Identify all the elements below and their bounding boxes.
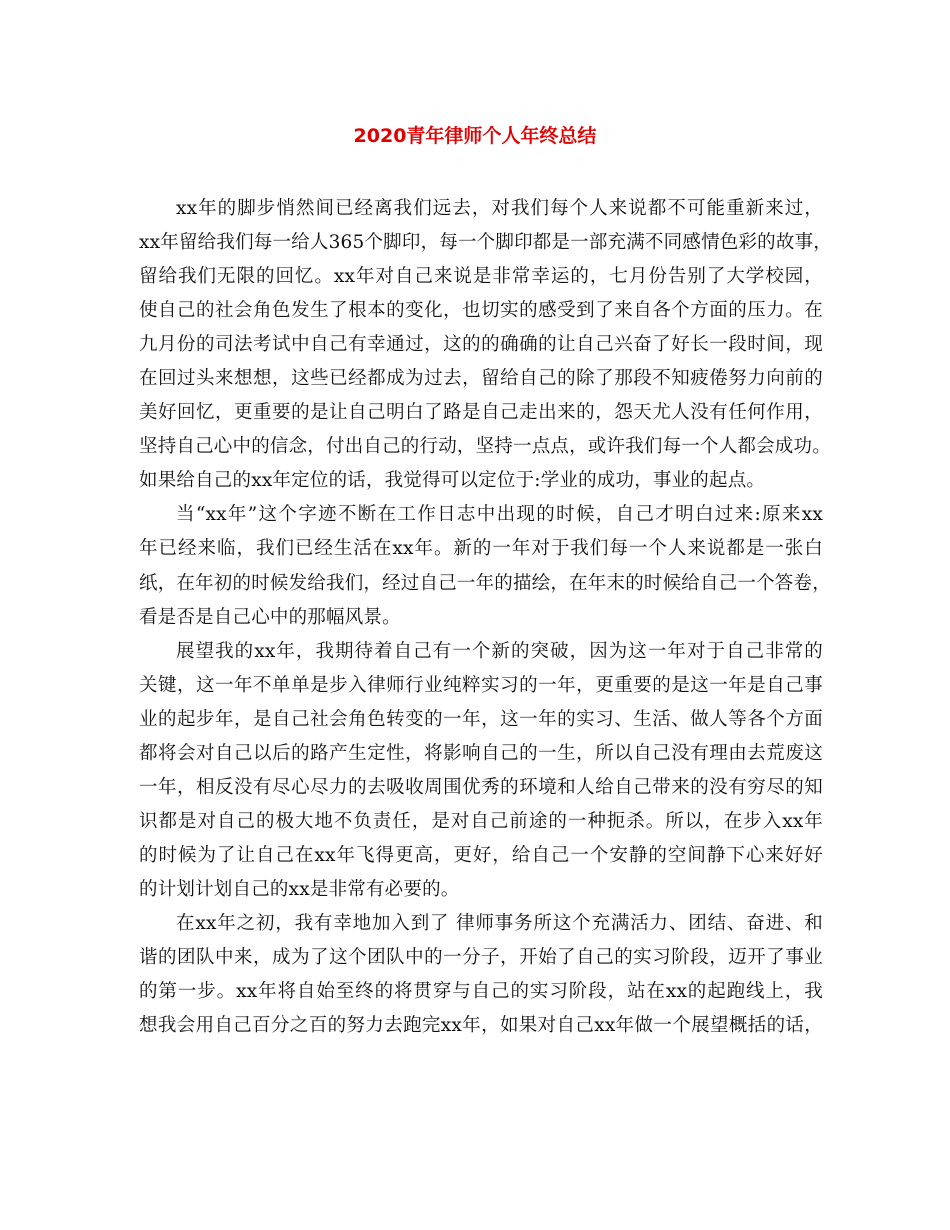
text-line: 关键，这一年不单单是步入律师行业纯粹实习的一年，更重要的是这一年是自己事 xyxy=(139,674,823,696)
document-body xyxy=(139,192,832,1043)
text-line: 坚持自己心中的信念，付出自己的行动，坚持一点点，或许我们每一个人都会成功。 xyxy=(139,436,831,458)
text-line: 谐的团队中来，成为了这个团队中的一分子，开始了自己的实习阶段，迈开了事业 xyxy=(139,947,823,969)
text-line: 如果给自己的xx年定位的话，我觉得可以定位于:学业的成功，事业的起点。 xyxy=(139,470,766,492)
text-line: 的计划计划自己的xx是非常有必要的。 xyxy=(139,878,460,900)
text-line: 使自己的社会角色发生了根本的变化，也切实的感受到了来自各个方面的压力。在 xyxy=(139,300,823,322)
text-line: 年已经来临，我们已经生活在xx年。新的一年对于我们每一个人来说都是一张白 xyxy=(139,538,823,560)
text-line: 的第一步。xx年将自始至终的将贯穿与自己的实习阶段，站在xx的起跑线上，我 xyxy=(139,981,823,1003)
text-line: 的时候为了让自己在xx年飞得更高，更好，给自己一个安静的空间静下心来好好 xyxy=(139,844,823,866)
text-line: xx年的脚步悄然间已经离我们远去，对我们每个人来说都不可能重新来过， xyxy=(176,198,823,219)
text-line: 一年，相反没有尽心尽力的去吸收周围优秀的环境和人给自己带来的没有穷尽的知 xyxy=(139,776,823,798)
document-title: 2020青年律师个人年终总结 xyxy=(353,125,597,147)
text-line: 当“xx年”这个字迹不断在工作日志中出现的时候，自己才明白过来:原来xx xyxy=(176,504,823,526)
text-line: 看是否是自己心中的那幅风景。 xyxy=(139,606,401,628)
text-line: 九月份的司法考试中自己有幸通过，这的的确确的让自己兴奋了好长一段时间，现 xyxy=(139,334,823,356)
text-line: 识都是对自己的极大地不负责任，是对自己前途的一种扼杀。所以，在步入xx年 xyxy=(139,810,823,832)
text-line: 美好回忆，更重要的是让自己明白了路是自己走出来的，怨天尤人没有任何作用， xyxy=(139,402,823,424)
text-line: 想我会用自己百分之百的努力去跑完xx年，如果对自己xx年做一个展望概括的话， xyxy=(139,1015,823,1037)
text-line: 在xx年之初，我有幸地加入到了 律师事务所这个充满活力、团结、奋进、和 xyxy=(176,912,823,934)
text-line: 展望我的xx年，我期待着自己有一个新的突破，因为这一年对于自己非常的 xyxy=(176,640,823,662)
text-line: 业的起步年，是自己社会角色转变的一年，这一年的实习、生活、做人等各个方面 xyxy=(139,708,823,730)
text-line: 纸，在年初的时候发给我们，经过自己一年的描绘，在年末的时候给自己一个答卷， xyxy=(139,572,831,594)
text-line: 在回过头来想想，这些已经都成为过去，留给自己的除了那段不知疲倦努力向前的 xyxy=(139,368,823,390)
text-line: 留给我们无限的回忆。xx年对自己来说是非常幸运的，七月份告别了大学校园， xyxy=(139,266,823,288)
text-line: xx年留给我们每一给人365个脚印，每一个脚印都是一部充满不同感情色彩的故事， xyxy=(139,232,832,254)
text-line: 都将会对自己以后的路产生定性，将影响自己的一生，所以自己没有理由去荒废这 xyxy=(139,742,823,764)
